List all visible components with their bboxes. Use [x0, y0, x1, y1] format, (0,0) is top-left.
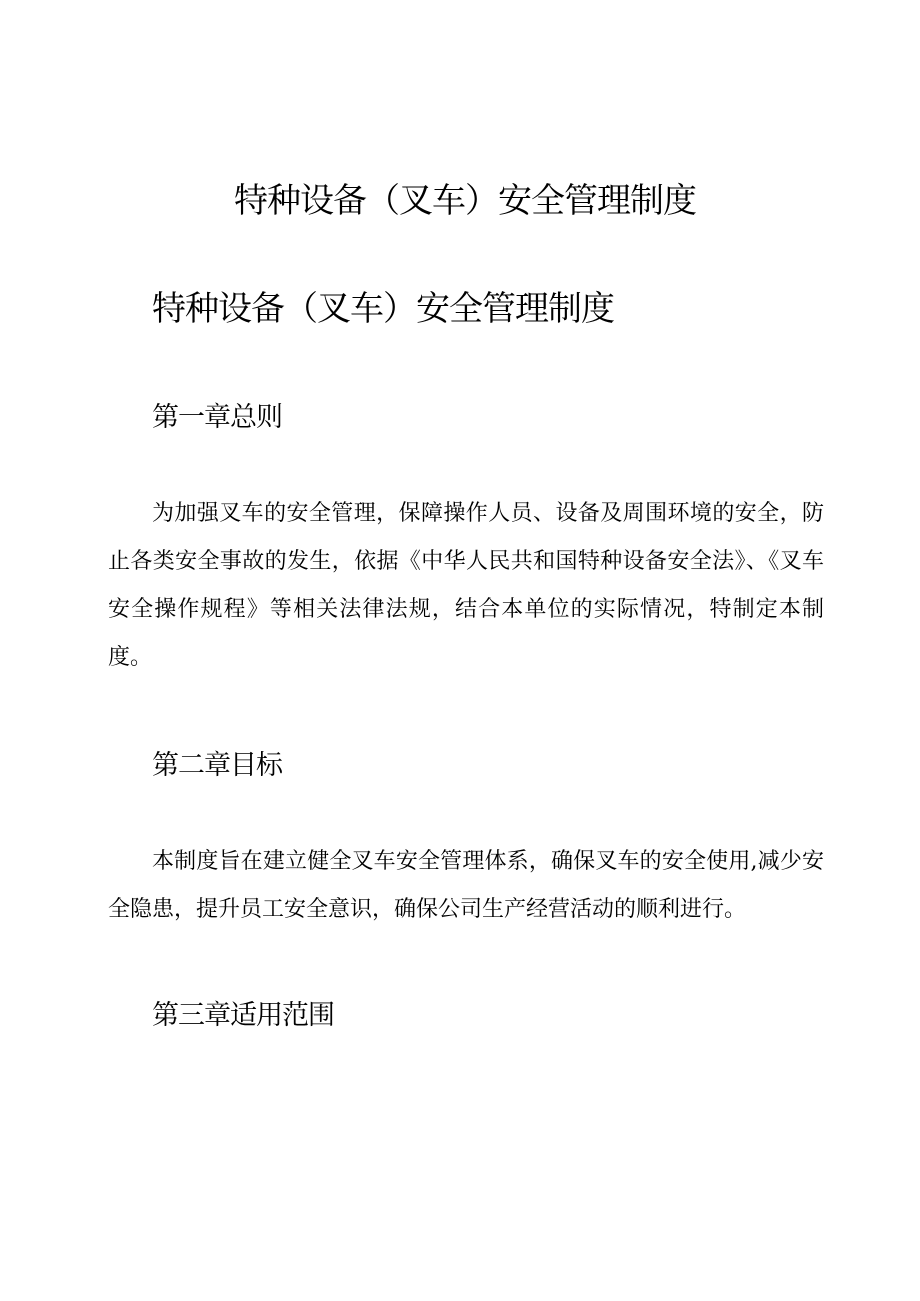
- chapter-heading-3: 第三章适用范围: [152, 1000, 334, 1031]
- document-subtitle: 特种设备（叉车）安全管理制度: [152, 289, 614, 329]
- chapter-paragraph-1: 为加强叉车的安全管理，保障操作人员、设备及周围环境的安全，防止各类安全事故的发生，依据《中华人民共和国特种设备安全法》、《叉车安全操作规程》等相关法律法规，结合本单位的实际情况，特制定本制度。: [108, 501, 824, 670]
- chapter-paragraph-2: 本制度旨在建立健全叉车安全管理体系，确保叉车的安全使用,减少安全隐患，提升员工安全意识，确保公司生产经营活动的顺利进行。: [108, 849, 824, 922]
- chapter-heading-1: 第一章总则: [152, 402, 282, 433]
- chapter-heading-2: 第二章目标: [152, 750, 282, 781]
- document-title: 特种设备（叉车）安全管理制度: [234, 181, 696, 221]
